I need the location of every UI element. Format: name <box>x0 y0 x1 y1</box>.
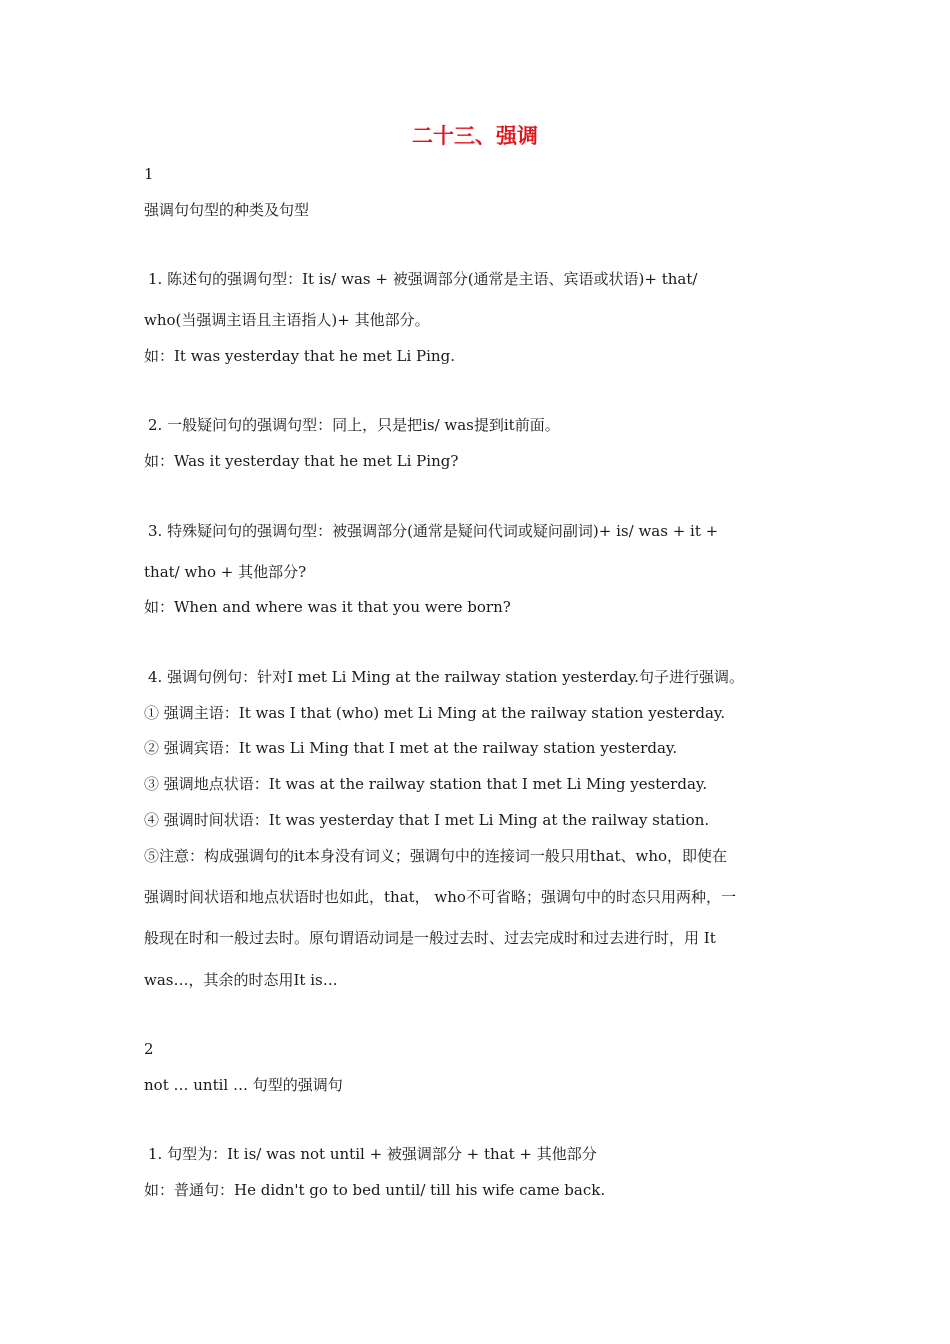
section-number: 2 <box>144 1040 154 1058</box>
item-text: who(当强调主语且主语指人)+ 其他部分。 <box>144 311 430 329</box>
example-text: 如：When and where was it that you were born? <box>144 598 511 616</box>
sub-item-text: ① 强调主语：It was I that (who) met Li Ming at the railway station yesterday. <box>144 704 726 722</box>
item-text: 3. 特殊疑问句的强调句型：被强调部分(通常是疑问代词或疑问副词)+ is/ was + it + <box>148 522 719 540</box>
note-text: ⑤注意：构成强调句的it本身没有词义；强调句中的连接词一般只用that、who，即使在 <box>144 847 728 865</box>
sub-item-text: ④ 强调时间状语：It was yesterday that I met Li Ming at the railway station. <box>144 811 710 829</box>
item-text: 1. 陈述句的强调句型：It is/ was + 被强调部分(通常是主语、宾语或状语)+ that/ <box>148 270 698 288</box>
section-heading: 强调句句型的种类及句型 <box>144 201 310 219</box>
item-text: 2. 一般疑问句的强调句型：同上，只是把is/ was提到it前面。 <box>148 416 560 434</box>
example-text: 如：It was yesterday that he met Li Ping. <box>144 347 455 365</box>
item-text: 4. 强调句例句：针对I met Li Ming at the railway station yesterday.句子进行强调。 <box>148 668 745 686</box>
page-title: 二十三、强调 <box>412 124 538 148</box>
section-number: 1 <box>144 165 154 183</box>
note-text: 般现在时和一般过去时。原句谓语动词是一般过去时、过去完成时和过去进行时，用 It <box>144 929 716 947</box>
item-text: that/ who + 其他部分? <box>144 563 307 581</box>
sub-item-text: ③ 强调地点状语：It was at the railway station that I met Li Ming yesterday. <box>144 775 708 793</box>
note-text: 强调时间状语和地点状语时也如此，that， who不可省略；强调句中的时态只用两种，一 <box>144 888 736 906</box>
section-heading: not … until … 句型的强调句 <box>144 1076 343 1094</box>
item-text: 1. 句型为：It is/ was not until + 被强调部分 + that + 其他部分 <box>148 1145 597 1163</box>
example-text: 如：Was it yesterday that he met Li Ping? <box>144 452 459 470</box>
note-text: was…，其余的时态用It is… <box>144 971 338 989</box>
sub-item-text: ② 强调宾语：It was Li Ming that I met at the railway station yesterday. <box>144 739 678 757</box>
example-text: 如：普通句：He didn't go to bed until/ till his wife came back. <box>144 1181 606 1199</box>
